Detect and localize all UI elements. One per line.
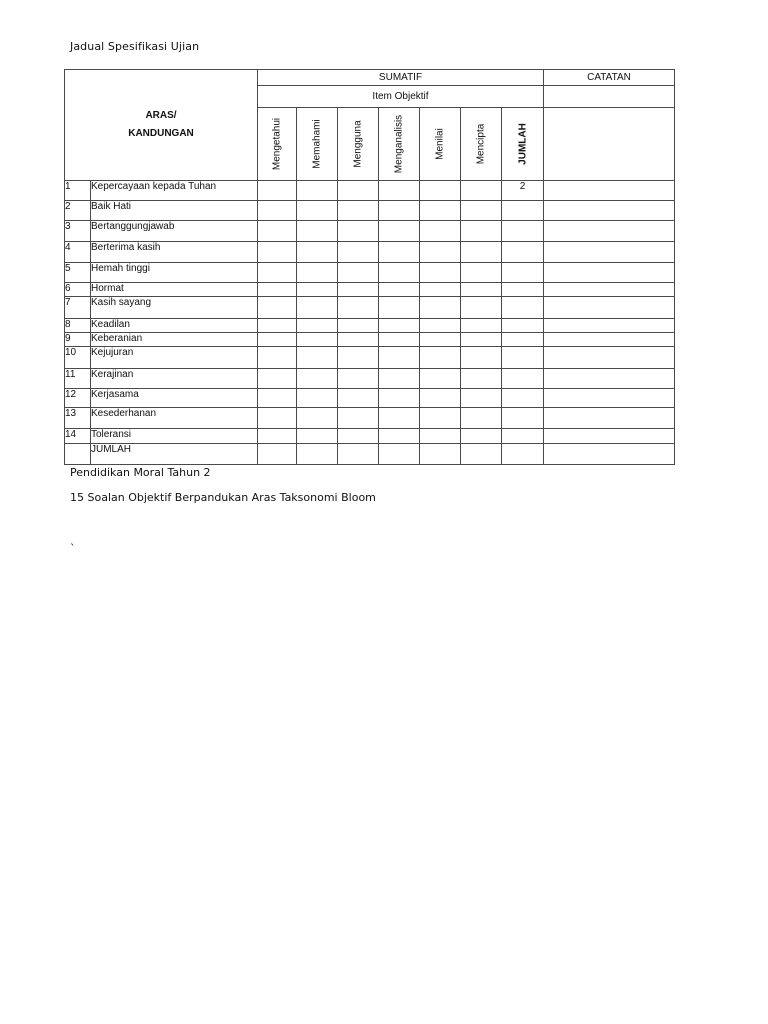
row-jumlah <box>502 369 544 389</box>
row-number: 1 <box>65 181 91 201</box>
level-cell <box>379 333 420 347</box>
level-cell <box>420 333 461 347</box>
catatan-cell <box>544 319 675 333</box>
level-cell <box>297 429 338 444</box>
level-cell <box>338 333 379 347</box>
catatan-cell <box>544 444 675 465</box>
level-header <box>258 108 297 181</box>
level-cell <box>258 429 297 444</box>
level-cell <box>338 221 379 242</box>
table-row <box>65 263 675 283</box>
table-row <box>65 389 675 408</box>
level-cell <box>297 297 338 319</box>
row-number: 8 <box>65 319 91 333</box>
level-cell <box>379 221 420 242</box>
row-number: 6 <box>65 283 91 297</box>
level-cell <box>258 221 297 242</box>
level-cell <box>420 369 461 389</box>
row-number: 7 <box>65 297 91 319</box>
aras-kandungan-header <box>65 70 258 181</box>
level-cell <box>258 297 297 319</box>
row-number: 4 <box>65 242 91 263</box>
row-content-name: Kejujuran <box>91 347 258 369</box>
total-cell <box>420 444 461 465</box>
level-header <box>420 108 461 181</box>
level-cell <box>338 242 379 263</box>
level-label: Mengguna <box>352 120 364 168</box>
level-header <box>338 108 379 181</box>
level-cell <box>338 347 379 369</box>
level-header <box>379 108 420 181</box>
total-cell <box>297 444 338 465</box>
level-cell <box>338 429 379 444</box>
row-jumlah <box>502 319 544 333</box>
row-content-name: Kerjasama <box>91 389 258 408</box>
level-cell <box>258 283 297 297</box>
row-number: 9 <box>65 333 91 347</box>
row-jumlah <box>502 263 544 283</box>
level-cell <box>338 319 379 333</box>
table-row <box>65 408 675 429</box>
level-cell <box>420 347 461 369</box>
catatan-cell <box>544 347 675 369</box>
level-cell <box>379 297 420 319</box>
level-cell <box>297 333 338 347</box>
level-cell <box>297 201 338 221</box>
level-cell <box>379 283 420 297</box>
row-number: 13 <box>65 408 91 429</box>
level-cell <box>338 408 379 429</box>
level-cell <box>461 242 502 263</box>
total-cell <box>502 444 544 465</box>
catatan-cell <box>544 86 675 108</box>
level-cell <box>338 263 379 283</box>
level-cell <box>258 389 297 408</box>
row-number: 10 <box>65 347 91 369</box>
document-title: Jadual Spesifikasi Ujian <box>70 40 200 53</box>
row-content-name: Kerajinan <box>91 369 258 389</box>
row-jumlah <box>502 201 544 221</box>
item-objektif-header: Item Objektif <box>258 86 544 108</box>
table-row <box>65 283 675 297</box>
table-row <box>65 429 675 444</box>
level-cell <box>297 347 338 369</box>
level-label: Mengetahui <box>271 117 283 171</box>
level-cell <box>420 408 461 429</box>
level-cell <box>420 181 461 201</box>
subject-note: Pendidikan Moral Tahun 2 <box>70 466 211 479</box>
level-cell <box>297 283 338 297</box>
level-cell <box>461 201 502 221</box>
total-cell <box>461 444 502 465</box>
level-header <box>297 108 338 181</box>
row-content-name: Hemah tinggi <box>91 263 258 283</box>
catatan-cell <box>544 283 675 297</box>
level-cell <box>297 242 338 263</box>
level-cell <box>461 319 502 333</box>
level-label: Memahami <box>311 119 323 169</box>
total-row <box>65 444 675 465</box>
level-cell <box>338 369 379 389</box>
level-cell <box>420 389 461 408</box>
level-cell <box>338 201 379 221</box>
level-cell <box>338 181 379 201</box>
level-cell <box>379 408 420 429</box>
level-cell <box>420 319 461 333</box>
level-cell <box>258 181 297 201</box>
level-cell <box>258 333 297 347</box>
level-cell <box>338 297 379 319</box>
level-cell <box>379 389 420 408</box>
stray-mark: ` <box>70 542 76 555</box>
table-row <box>65 333 675 347</box>
level-cell <box>461 369 502 389</box>
row-jumlah <box>502 408 544 429</box>
level-cell <box>420 242 461 263</box>
table-row <box>65 181 675 201</box>
level-cell <box>297 389 338 408</box>
table-row <box>65 319 675 333</box>
row-content-name: Toleransi <box>91 429 258 444</box>
level-cell <box>379 347 420 369</box>
table-row <box>65 201 675 221</box>
jumlah-column-header <box>502 108 544 181</box>
row-jumlah <box>502 389 544 408</box>
level-cell <box>258 369 297 389</box>
level-cell <box>258 263 297 283</box>
level-cell <box>461 389 502 408</box>
row-content-name: Kesederhanan <box>91 408 258 429</box>
catatan-cell <box>544 108 675 181</box>
table-row <box>65 369 675 389</box>
level-cell <box>420 263 461 283</box>
row-jumlah <box>502 221 544 242</box>
row-content-name: Keadilan <box>91 319 258 333</box>
row-number: 3 <box>65 221 91 242</box>
row-jumlah <box>502 429 544 444</box>
level-cell <box>338 389 379 408</box>
level-cell <box>461 333 502 347</box>
level-cell <box>379 429 420 444</box>
level-cell <box>379 242 420 263</box>
level-cell <box>379 201 420 221</box>
sumatif-header: SUMATIF <box>258 70 544 86</box>
level-cell <box>338 283 379 297</box>
level-cell <box>258 242 297 263</box>
level-cell <box>461 429 502 444</box>
level-cell <box>379 369 420 389</box>
table-row <box>65 297 675 319</box>
level-cell <box>461 283 502 297</box>
level-cell <box>420 429 461 444</box>
level-cell <box>461 221 502 242</box>
header-row-1 <box>65 70 675 86</box>
row-jumlah <box>502 283 544 297</box>
row-jumlah <box>502 242 544 263</box>
row-number: 2 <box>65 201 91 221</box>
level-cell <box>379 263 420 283</box>
catatan-header: CATATAN <box>544 70 675 86</box>
total-cell <box>338 444 379 465</box>
row-number: 14 <box>65 429 91 444</box>
level-cell <box>379 181 420 201</box>
table-row <box>65 221 675 242</box>
catatan-cell <box>544 201 675 221</box>
level-cell <box>258 319 297 333</box>
row-number: 11 <box>65 369 91 389</box>
row-content-name: Hormat <box>91 283 258 297</box>
level-label: Menilai <box>434 128 446 160</box>
row-content-name: Keberanian <box>91 333 258 347</box>
catatan-cell <box>544 369 675 389</box>
level-cell <box>420 283 461 297</box>
level-header <box>461 108 502 181</box>
catatan-cell <box>544 263 675 283</box>
level-cell <box>297 221 338 242</box>
question-note: 15 Soalan Objektif Berpandukan Aras Taksonomi Bloom <box>70 491 376 504</box>
level-cell <box>297 408 338 429</box>
catatan-cell <box>544 389 675 408</box>
level-cell <box>258 347 297 369</box>
level-cell <box>420 297 461 319</box>
total-cell <box>379 444 420 465</box>
level-cell <box>461 181 502 201</box>
kandungan-label: KANDUNGAN <box>128 128 194 139</box>
row-number: 12 <box>65 389 91 408</box>
row-jumlah <box>502 333 544 347</box>
level-cell <box>461 263 502 283</box>
specification-table <box>64 69 675 465</box>
total-cell <box>258 444 297 465</box>
row-content-name: Berterima kasih <box>91 242 258 263</box>
catatan-cell <box>544 429 675 444</box>
total-number-cell <box>65 444 91 465</box>
jumlah-header-label: JUMLAH <box>517 123 528 165</box>
row-content-name: Kepercayaan kepada Tuhan <box>91 181 258 201</box>
level-cell <box>297 263 338 283</box>
row-jumlah <box>502 347 544 369</box>
level-cell <box>258 408 297 429</box>
catatan-cell <box>544 297 675 319</box>
level-cell <box>461 347 502 369</box>
level-label: Mencipta <box>475 123 487 165</box>
level-cell <box>297 319 338 333</box>
total-label: JUMLAH <box>91 444 258 465</box>
level-cell <box>258 201 297 221</box>
level-label: Menganalisis <box>393 114 405 174</box>
aras-label: ARAS/ <box>145 110 177 121</box>
level-cell <box>297 181 338 201</box>
table-row <box>65 347 675 369</box>
level-cell <box>420 201 461 221</box>
row-number: 5 <box>65 263 91 283</box>
row-jumlah: 2 <box>502 181 544 201</box>
row-content-name: Bertanggungjawab <box>91 221 258 242</box>
level-cell <box>379 319 420 333</box>
catatan-cell <box>544 221 675 242</box>
level-cell <box>297 369 338 389</box>
table-row <box>65 242 675 263</box>
level-cell <box>420 221 461 242</box>
catatan-cell <box>544 181 675 201</box>
catatan-cell <box>544 242 675 263</box>
row-content-name: Kasih sayang <box>91 297 258 319</box>
row-jumlah <box>502 297 544 319</box>
level-cell <box>461 408 502 429</box>
catatan-cell <box>544 333 675 347</box>
level-cell <box>461 297 502 319</box>
row-content-name: Baik Hati <box>91 201 258 221</box>
catatan-cell <box>544 408 675 429</box>
